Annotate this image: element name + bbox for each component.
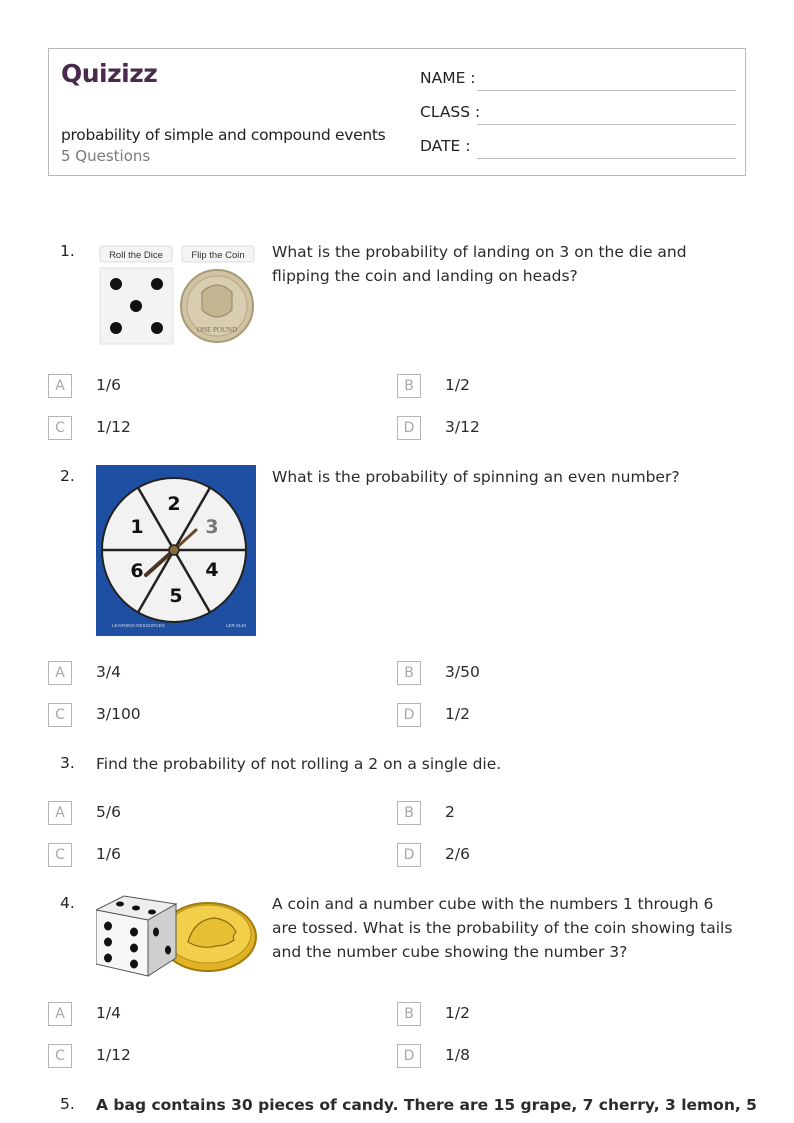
option-text: 3/50 (445, 663, 480, 681)
option-text: 1/12 (96, 1046, 131, 1064)
option-letter: C (48, 703, 72, 727)
date-label: DATE : (420, 137, 471, 155)
spinner-image (96, 465, 256, 636)
option-letter: A (48, 801, 72, 825)
option-text: 1/6 (96, 376, 121, 394)
class-label: CLASS : (420, 103, 481, 121)
option-text: 1/4 (96, 1004, 121, 1022)
option-letter: B (397, 374, 421, 398)
die-and-coin-image (96, 892, 258, 978)
option-letter: C (48, 843, 72, 867)
name-line[interactable] (477, 90, 736, 91)
option-text: 1/12 (96, 418, 131, 436)
option-letter: C (48, 416, 72, 440)
name-label: NAME : (420, 69, 476, 87)
class-field[interactable] (420, 101, 736, 135)
spinner-number: 5 (169, 585, 183, 607)
option-text: 5/6 (96, 803, 121, 821)
option-letter: B (397, 1002, 421, 1026)
option-text: 2 (445, 803, 455, 821)
option-letter: D (397, 1044, 421, 1068)
question-number: 3. (60, 754, 75, 772)
option-letter: A (48, 374, 72, 398)
question-number: 2. (60, 467, 75, 485)
spinner-number: 3 (205, 516, 219, 538)
flip-coin-label: Flip the Coin (191, 250, 245, 261)
question-text: A bag contains 30 pieces of candy. There are 15 grape, 7 cherry, 3 lemon, 5 (96, 1096, 757, 1114)
spinner-code: LER 0146 (226, 623, 247, 628)
spinner-number: 1 (130, 516, 144, 538)
dice-coin-image (96, 244, 258, 348)
spinner-number: 4 (205, 559, 219, 581)
option-letter: C (48, 1044, 72, 1068)
question-number: 5. (60, 1095, 75, 1113)
quizizz-logo: Quizizz (61, 59, 158, 88)
option-letter: B (397, 661, 421, 685)
option-letter: B (397, 801, 421, 825)
spinner-number: 2 (167, 493, 181, 515)
question-number: 4. (60, 894, 75, 912)
question-number: 1. (60, 242, 75, 260)
option-text: 1/2 (445, 376, 470, 394)
roll-dice-label: Roll the Dice (109, 250, 163, 261)
question-text: What is the probability of spinning an even number? (272, 468, 680, 486)
option-text: 1/8 (445, 1046, 470, 1064)
option-text: 1/2 (445, 705, 470, 723)
option-text: 1/2 (445, 1004, 470, 1022)
date-field[interactable] (420, 135, 736, 169)
option-text: 3/100 (96, 705, 141, 723)
worksheet-header (48, 48, 746, 176)
option-letter: A (48, 1002, 72, 1026)
date-line[interactable] (477, 158, 736, 159)
option-letter: D (397, 843, 421, 867)
worksheet-title: probability of simple and compound events (61, 126, 386, 144)
option-text: 1/6 (96, 845, 121, 863)
spinner-number: 6 (130, 560, 144, 582)
name-field[interactable] (420, 67, 736, 101)
question-text: Find the probability of not rolling a 2 on a single die. (96, 755, 502, 773)
option-letter: D (397, 703, 421, 727)
class-line[interactable] (477, 124, 736, 125)
option-letter: D (397, 416, 421, 440)
option-letter: A (48, 661, 72, 685)
option-text: 2/6 (445, 845, 470, 863)
question-text: What is the probability of landing on 3 on the die and flipping the coin and landing on heads? (272, 243, 687, 285)
spinner-brand: LEARNING RESOURCES (112, 623, 165, 628)
option-text: 3/12 (445, 418, 480, 436)
option-text: 3/4 (96, 663, 121, 681)
question-count: 5 Questions (61, 147, 151, 165)
question-text: A coin and a number cube with the numbers 1 through 6 are tossed. What is the probability of the coin showing tails and the number cube showing the number 3? (272, 895, 733, 961)
student-fields (420, 67, 736, 169)
coin-text: ONE POUND (196, 326, 238, 334)
